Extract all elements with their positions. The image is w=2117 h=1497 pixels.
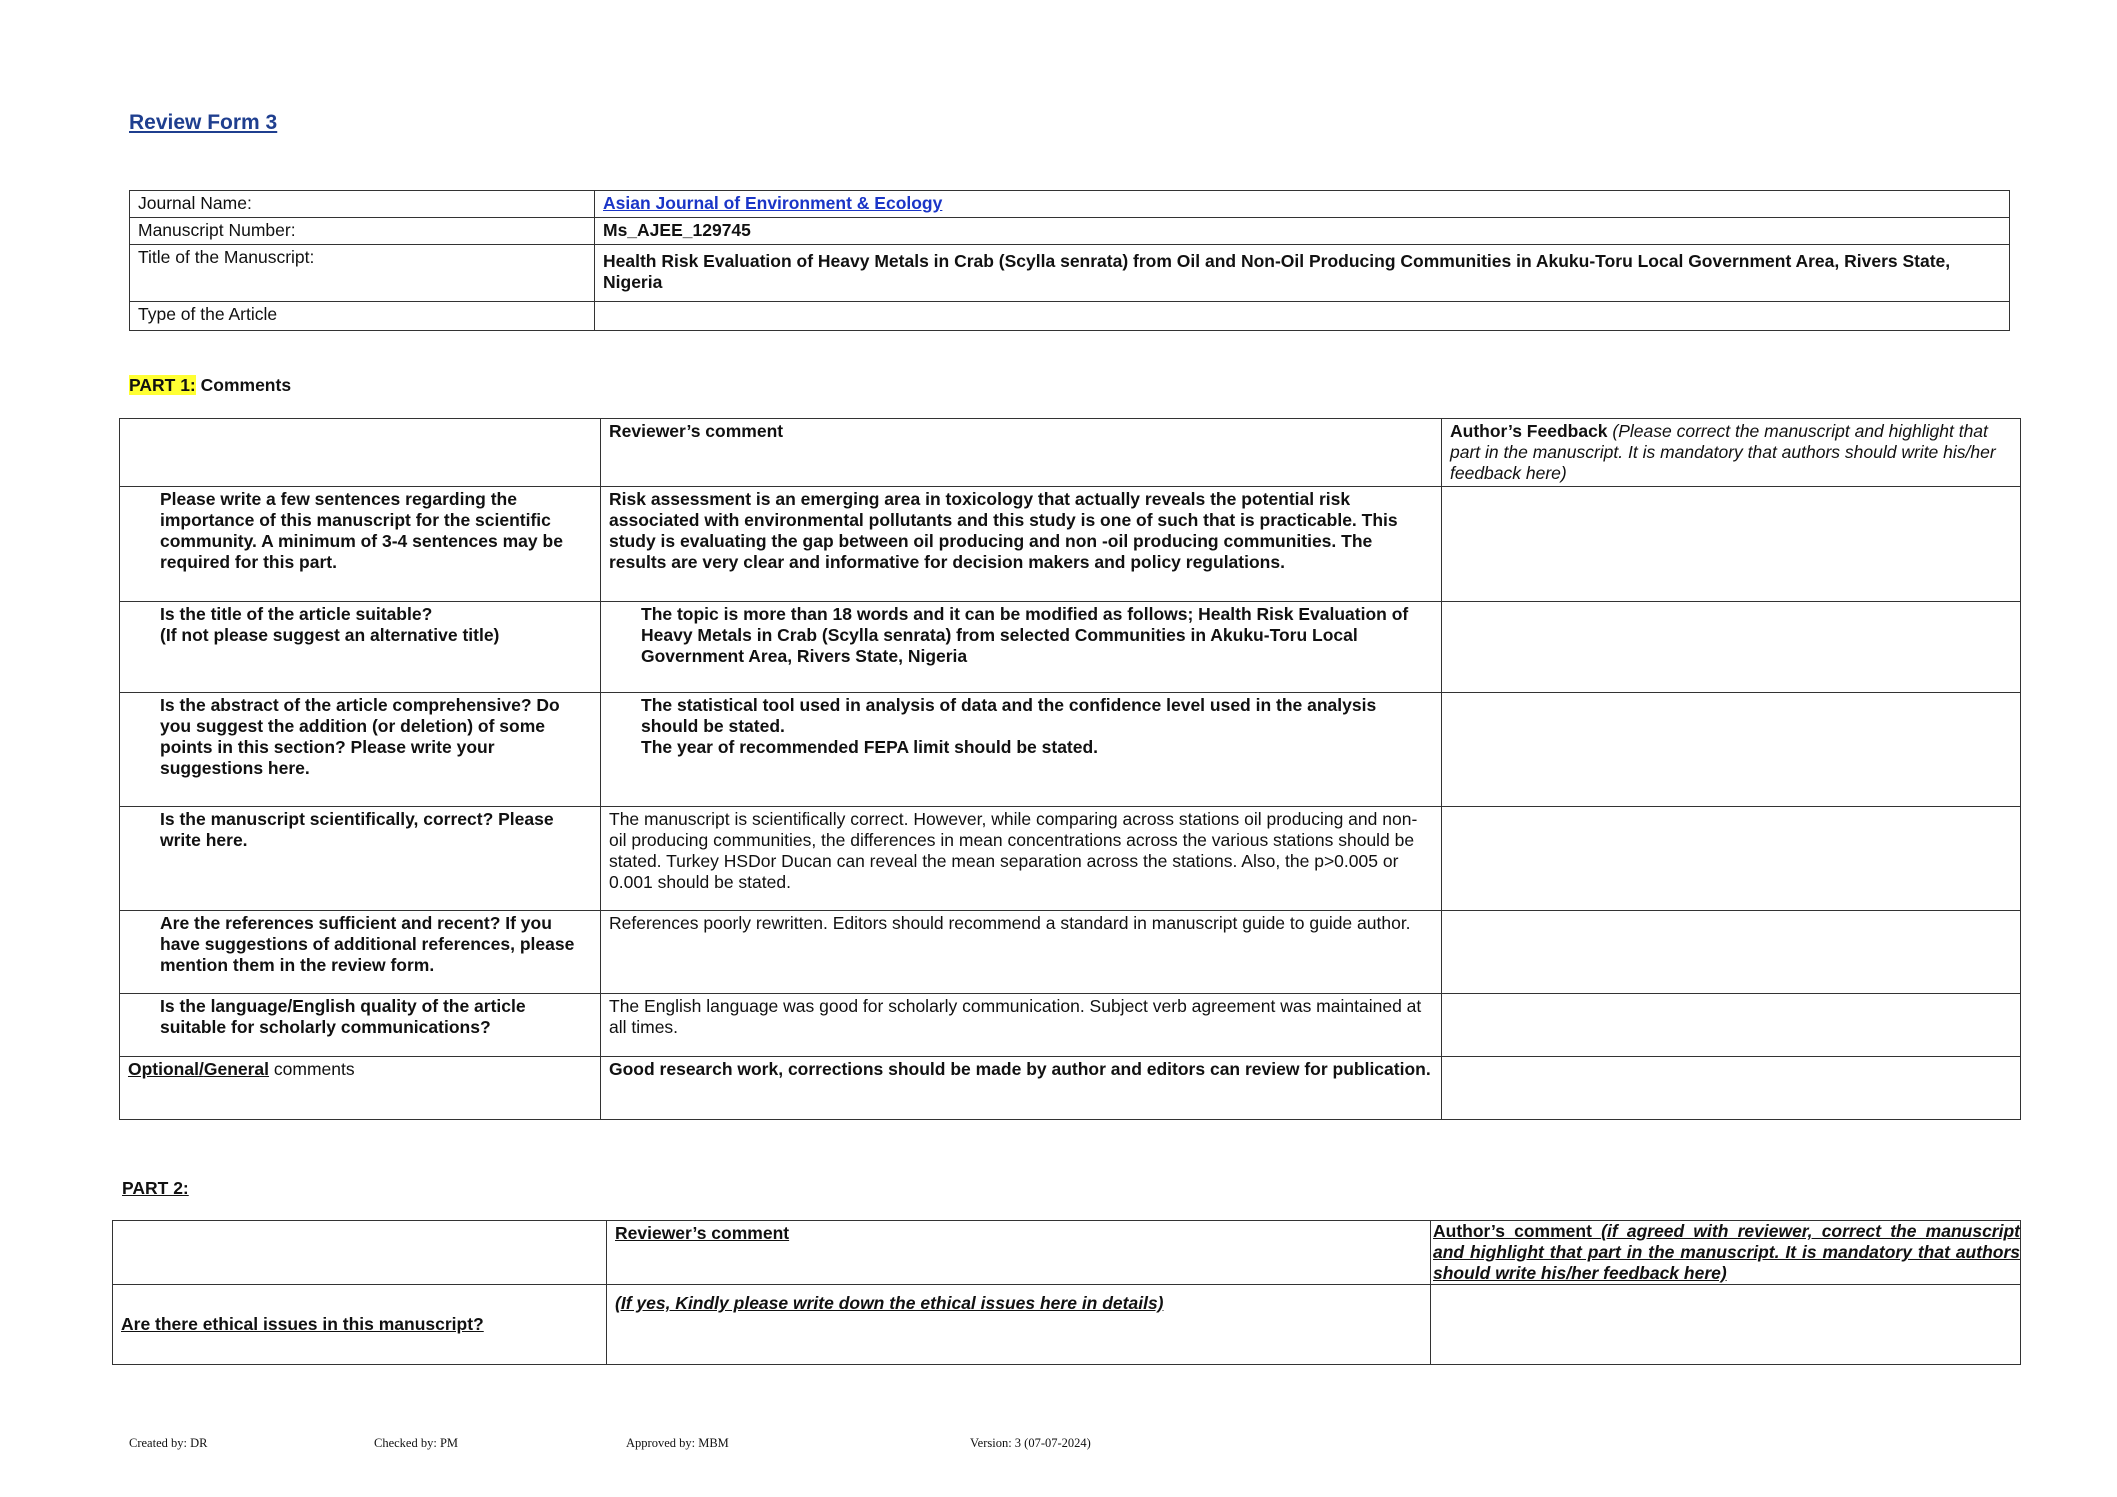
manuscript-title-value: Health Risk Evaluation of Heavy Metals in Crab (Scylla senrata) from Oil and Non-Oil Producing Communities in Akuku-Toru Local Government Area, Rivers State, Nigeria	[595, 245, 2010, 302]
question-title-line2: (If not please suggest an alternative title)	[160, 625, 500, 645]
form-title: Review Form 3	[129, 111, 278, 134]
journal-row	[130, 191, 2010, 218]
table-row	[120, 807, 2021, 911]
manuscript-number-value: Ms_AJEE_129745	[595, 218, 2010, 245]
comment-importance: Risk assessment is an emerging area in toxicology that actually reveals the potential risk associated with environmental pollutants and this study is one of such that is practicable. This study is evaluating the gap between oil producing and non -oil producing communities. The results are very clear and informative for decision makers and policy regulations.	[601, 487, 1442, 602]
journal-link[interactable]: Asian Journal of Environment & Ecology	[603, 193, 943, 213]
manuscript-info-table	[129, 190, 2010, 331]
article-type-value	[595, 302, 2010, 331]
footer-approved: Approved by: MBM	[626, 1436, 729, 1450]
table-row	[120, 994, 2021, 1057]
comment-language: The English language was good for scholarly communication. Subject verb agreement was maintained at all times.	[601, 994, 1442, 1057]
comment-references: References poorly rewritten. Editors should recommend a standard in manuscript guide to guide author.	[601, 911, 1442, 994]
article-type-label: Type of the Article	[130, 302, 595, 331]
part2-header-row	[113, 1221, 2021, 1285]
author-feedback-cell[interactable]	[1442, 1057, 2021, 1120]
footer-version: Version: 3 (07-07-2024)	[970, 1436, 1091, 1450]
part1-heading-rest: Comments	[195, 375, 292, 395]
part2-header-empty	[113, 1221, 607, 1285]
part1-heading	[129, 375, 291, 396]
part1-header-reviewer: Reviewer’s comment	[601, 419, 1442, 487]
part2-header-author: Author’s comment (if agreed with reviewer, correct the manuscript and highlight that part in the manuscript. It is mandatory that authors should write his/her feedback here)	[1431, 1221, 2021, 1285]
part1-comments-table	[119, 418, 2021, 1120]
question-language: Is the language/English quality of the article suitable for scholarly communications?	[120, 994, 601, 1057]
table-row	[120, 693, 2021, 807]
comment-abstract-line1: The statistical tool used in analysis of data and the confidence level used in the analysis should be stated.	[641, 695, 1377, 736]
author-feedback-label: Author’s Feedback	[1450, 421, 1608, 441]
table-row	[120, 487, 2021, 602]
optional-general-comment: Good research work, corrections should be made by author and editors can review for publication.	[601, 1057, 1442, 1120]
journal-label: Journal Name:	[130, 191, 595, 218]
ethics-question: Are there ethical issues in this manuscript?	[113, 1285, 607, 1365]
manuscript-number-label: Manuscript Number:	[130, 218, 595, 245]
ethics-reviewer-note: (If yes, Kindly please write down the ethical issues here in details)	[607, 1285, 1431, 1365]
footer-created: Created by: DR	[129, 1436, 208, 1450]
table-row	[113, 1285, 2021, 1365]
table-row	[120, 911, 2021, 994]
ethics-author-cell[interactable]	[1431, 1285, 2021, 1365]
question-title	[120, 602, 601, 693]
author-feedback-cell[interactable]	[1442, 487, 2021, 602]
question-importance: Please write a few sentences regarding the importance of this manuscript for the scientific community. A minimum of 3-4 sentences may be required for this part.	[120, 487, 601, 602]
article-type-row	[130, 302, 2010, 331]
table-row	[120, 1057, 2021, 1120]
author-feedback-cell[interactable]	[1442, 807, 2021, 911]
optional-general-label: Optional/General comments	[120, 1057, 601, 1120]
comment-scientific: The manuscript is scientifically correct. However, while comparing across stations oil producing and non-oil producing communities, the differences in mean concentrations across the various stations should be stated. Turkey HSDor Ducan can reveal the mean separation across the stations. Also, the p>0.005 or 0.001 should be stated.	[601, 807, 1442, 911]
manuscript-number-row	[130, 218, 2010, 245]
part1-header-row	[120, 419, 2021, 487]
comment-title: The topic is more than 18 words and it can be modified as follows; Health Risk Evaluation of Heavy Metals in Crab (Scylla senrata) from selected Communities in Akuku-Toru Local Government Area, Rivers State, Nigeria	[601, 602, 1442, 693]
part1-header-author	[1442, 419, 2021, 487]
author-feedback-cell[interactable]	[1442, 911, 2021, 994]
part2-ethics-table	[112, 1220, 2021, 1365]
comment-abstract	[601, 693, 1442, 807]
table-row	[120, 602, 2021, 693]
question-title-line1: Is the title of the article suitable?	[160, 604, 433, 624]
manuscript-title-label: Title of the Manuscript:	[130, 245, 595, 302]
manuscript-title-row	[130, 245, 2010, 302]
author-feedback-instructions: (Please correct the manuscript and highlight that part in the manuscript. It is mandatory that authors should write his/her feedback here)	[1450, 421, 1996, 483]
author-feedback-cell[interactable]	[1442, 693, 2021, 807]
part2-heading: PART 2:	[122, 1178, 189, 1198]
part1-heading-label: PART 1:	[129, 375, 196, 395]
question-references: Are the references sufficient and recent? If you have suggestions of additional references, please mention them in the review form.	[120, 911, 601, 994]
author-feedback-cell[interactable]	[1442, 602, 2021, 693]
part1-header-empty	[120, 419, 601, 487]
question-scientific: Is the manuscript scientifically, correct? Please write here.	[120, 807, 601, 911]
question-abstract: Is the abstract of the article comprehensive? Do you suggest the addition (or deletion) of some points in this section? Please write your suggestions here.	[120, 693, 601, 807]
part2-header-reviewer: Reviewer’s comment	[607, 1221, 1431, 1285]
footer-checked: Checked by: PM	[374, 1436, 459, 1450]
comment-abstract-line2: The year of recommended FEPA limit should be stated.	[641, 737, 1099, 757]
author-feedback-cell[interactable]	[1442, 994, 2021, 1057]
